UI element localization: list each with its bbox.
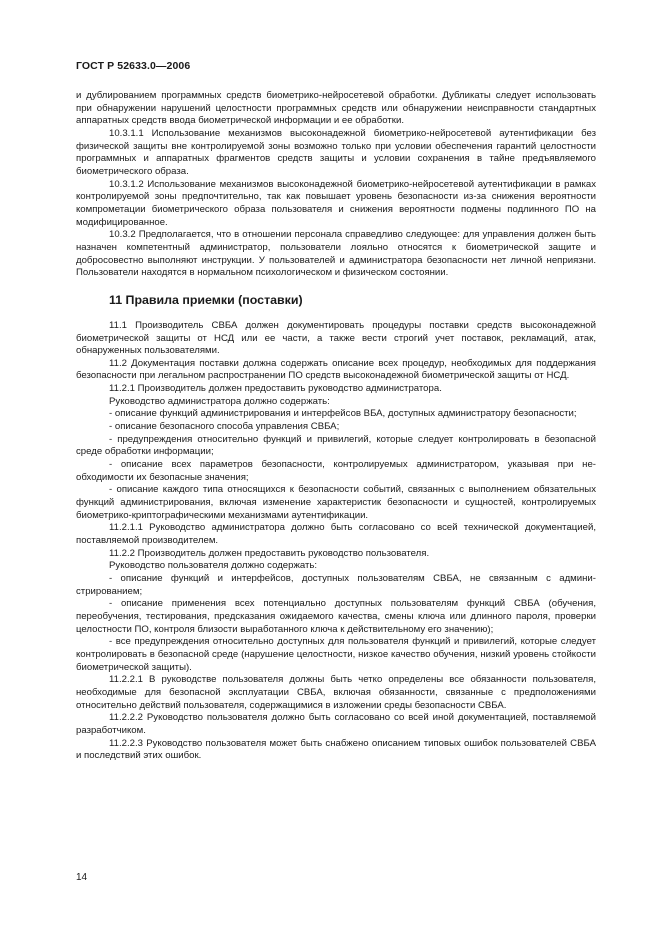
- list-item: - описание применения всех потенциально доступных пользователям функций СВБА (обучения, переобучения, тестирования, предсказания ожидаемого качества, смены ключа или длинного пароля, проверки целостности ПО, контроля близости выработанного ключа к действительному его значению);: [76, 598, 596, 635]
- list-item: - все предупреждения относительно доступных для пользователя функций и привилегий, которые следует контролировать в безопасной среде (нарушение целостности, низкое качество обучения, низкий уровень стойкости биометрической защиты).: [76, 636, 596, 673]
- paragraph: 11.1 Производитель СВБА должен документировать процедуры поставки средств высоконадежной биометрической защиты от НСД или ее части, а также вести строгий учет поставок, рекламаций, атак, обнаруженных пользователями.: [76, 319, 596, 357]
- list-item: - описание функций и интерфейсов, доступных пользователям СВБА, не связанным с администрированием;: [76, 572, 596, 597]
- paragraph: 10.3.1.1 Использование механизмов высоконадежной биометрико-нейросетевой аутентификации без физической защиты вне контролируемой зоны возможно только при условии обеспечения гарантий целостности программных и аппаратных фрагментов средств защиты и условии сохранения в тайне предъявляемого биометрического образа.: [76, 127, 596, 177]
- paragraph: 10.3.1.2 Использование механизмов высоконадежной биометрико-нейросетевой аутентификации в рамках контролируемой зоны предпочтительно, так как повышает уровень безопасности из-за снижения вероятности компрометации биометрического образа пользователя и снижения вероятности подмены подлинного ПО на модифицированное.: [76, 178, 596, 228]
- list-item: - описание каждого типа относящихся к безопасности событий, связанных с выполнением обязательных функций администрирования, включая изменение характеристик безопасности и сущностей, контролируемых биометрико-криптографическими механизмами аутентификации.: [76, 484, 596, 521]
- paragraph: 11.2.2.3 Руководство пользователя может быть снабжено описанием типовых ошибок пользователей СВБА и последствий этих ошибок.: [76, 737, 596, 762]
- paragraph: Руководство пользователя должно содержать:: [109, 560, 318, 572]
- paragraph: 11.2 Документация поставки должна содержать описание всех процедур, необходимых для поддержания безопасности при легальном распространении ПО средств высоконадежной биометрической защиты от НСД.: [76, 357, 596, 382]
- paragraph: 11.2.2.1 В руководстве пользователя должны быть четко определены все обязанности пользователя, необходимые для безопасной эксплуатации СВБА, включая обязанности, связанные с предположениями относительно действий пользователя, содержащимися в изложении среды безопасности СВБА.: [76, 674, 596, 711]
- paragraph: 11.2.2 Производитель должен предоставить руководство пользователя.: [109, 547, 430, 559]
- list-item: - описание функций администрирования и интерфейсов ВБА, доступных администратору безопасности;: [109, 408, 577, 420]
- section-heading: 11 Правила приемки (поставки): [109, 292, 303, 307]
- page-content: [76, 90, 596, 763]
- list-item: - предупреждения относительно функций и привилегий, которые следует контролировать в безопасной среде обработки информации;: [76, 433, 596, 458]
- standard-code: ГОСТ Р 52633.0—2006: [76, 60, 191, 72]
- paragraph: 11.2.1.1 Руководство администратора должно быть согласовано со всей технической документацией, поставляемой производителем.: [76, 522, 596, 546]
- list-item: - описание всех параметров безопасности, контролируемых администратором, указывая при необходимости их безопасные значения;: [76, 459, 596, 483]
- paragraph: и дублированием программных средств биометрико-нейросетевой обработки. Дубликаты следует использовать при обнаружении нарушений целостности программных средств или обнаружении неисправности стандартных аппаратных средств ввода биометрической информации и ее обработки.: [76, 90, 596, 127]
- list-item: - описание безопасного способа управления СВБА;: [109, 421, 340, 433]
- paragraph: Руководство администратора должно содержать:: [109, 395, 330, 407]
- page-number: 14: [76, 872, 88, 883]
- paragraph: 10.3.2 Предполагается, что в отношении персонала справедливо следующее: для управления должен быть назначен компетентный администратор, пользователи лояльно относятся к биометрической защите и добросовестно выполняют инструкции. У пользователей и администратора безопасности нет личной неприязни. Пользователи находятся в нормальном психологическом и физическом состоянии.: [76, 229, 596, 279]
- paragraph: 11.2.2.2 Руководство пользователя должно быть согласовано со всей иной документацией, поставляемой разработчиком.: [76, 712, 596, 736]
- paragraph: 11.2.1 Производитель должен предоставить руководство администратора.: [109, 383, 442, 395]
